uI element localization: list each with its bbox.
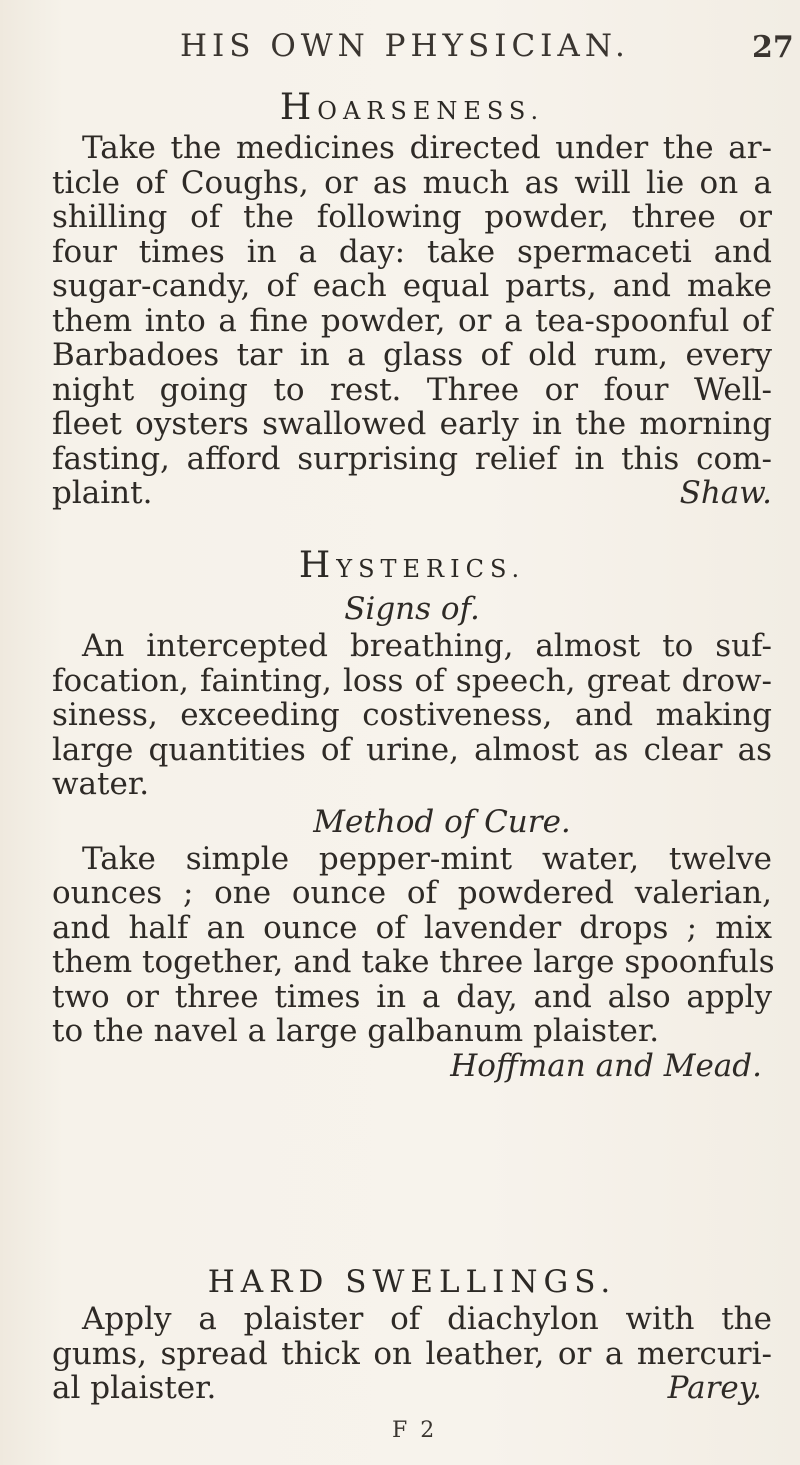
section-hard-swellings (52, 1262, 772, 1406)
running-head: HIS OWN PHYSICIAN. (180, 28, 630, 64)
section-hysterics (52, 545, 775, 1084)
paragraph-line: siness, exceeding costiveness, and making (52, 697, 772, 733)
paragraph-line: them together, and take three large spoonfuls (52, 944, 775, 980)
attribution-parey: Parey. (667, 1371, 762, 1406)
paragraph-line: focation, fainting, loss of speech, great drow- (52, 662, 772, 699)
paragraph-line: night going to rest. Three or four Well- (52, 371, 772, 408)
signature-mark: F 2 (392, 1418, 438, 1443)
subheading-signs: Signs of. (344, 591, 480, 627)
paragraph-line: shilling of the following powder, three or (52, 199, 772, 235)
paragraph-line: fasting, afford surprising relief in this com- (52, 440, 772, 477)
paragraph-last-line (52, 476, 772, 511)
paragraph-line: water. (52, 766, 150, 802)
attribution-shaw: Shaw. (679, 476, 772, 511)
paragraph-line: and half an ounce of lavender drops ; mix (52, 909, 772, 946)
section-heading-hoarseness: HOARSENESS. (279, 87, 545, 128)
paragraph-line: them into a fine powder, or a tea-spoonful of (52, 302, 772, 339)
paragraph-line: gums, spread thick on leather, or a mercuri- (52, 1335, 772, 1372)
paragraph-line: Take simple pepper-mint water, twelve (82, 840, 772, 877)
paragraph-line: two or three times in a day, and also apply (52, 978, 772, 1015)
section-heading-hard-swellings: HARD SWELLINGS. (207, 1264, 617, 1300)
section-heading-hysterics: HYSTERICS. (298, 545, 526, 586)
paragraph-line: ticle of Coughs, or as much as will lie on a (52, 164, 772, 201)
paragraph-line: to the navel a large galbanum plaister. (52, 1013, 660, 1049)
attribution-hoffman-mead: Hoffman and Mead. (450, 1047, 762, 1084)
paragraph-line: large quantities of urine, almost as clear as (52, 731, 772, 768)
paragraph-line: Barbadoes tar in a glass of old rum, every (52, 337, 772, 373)
paragraph-line: al plaister. (52, 1371, 217, 1406)
paragraph-line: fleet oysters swallowed early in the morning (52, 406, 772, 442)
paragraph-line: ounces ; one ounce of powdered valerian, (52, 875, 772, 911)
paragraph-last-line (52, 1371, 772, 1406)
paragraph-line: Take the medicines directed under the ar- (82, 130, 772, 166)
paragraph-line: sugar-candy, of each equal parts, and make (52, 268, 772, 304)
paragraph-line: Apply a plaister of diachylon with the (82, 1301, 772, 1337)
subheading-method-of-cure: Method of Cure. (313, 803, 571, 840)
paragraph-line: An intercepted breathing, almost to suf- (82, 628, 772, 664)
paragraph-line: four times in a day: take spermaceti and (52, 233, 772, 270)
section-hoarseness (52, 88, 772, 511)
paragraph-line: plaint. (52, 476, 153, 511)
page-number: 27 (752, 30, 794, 65)
